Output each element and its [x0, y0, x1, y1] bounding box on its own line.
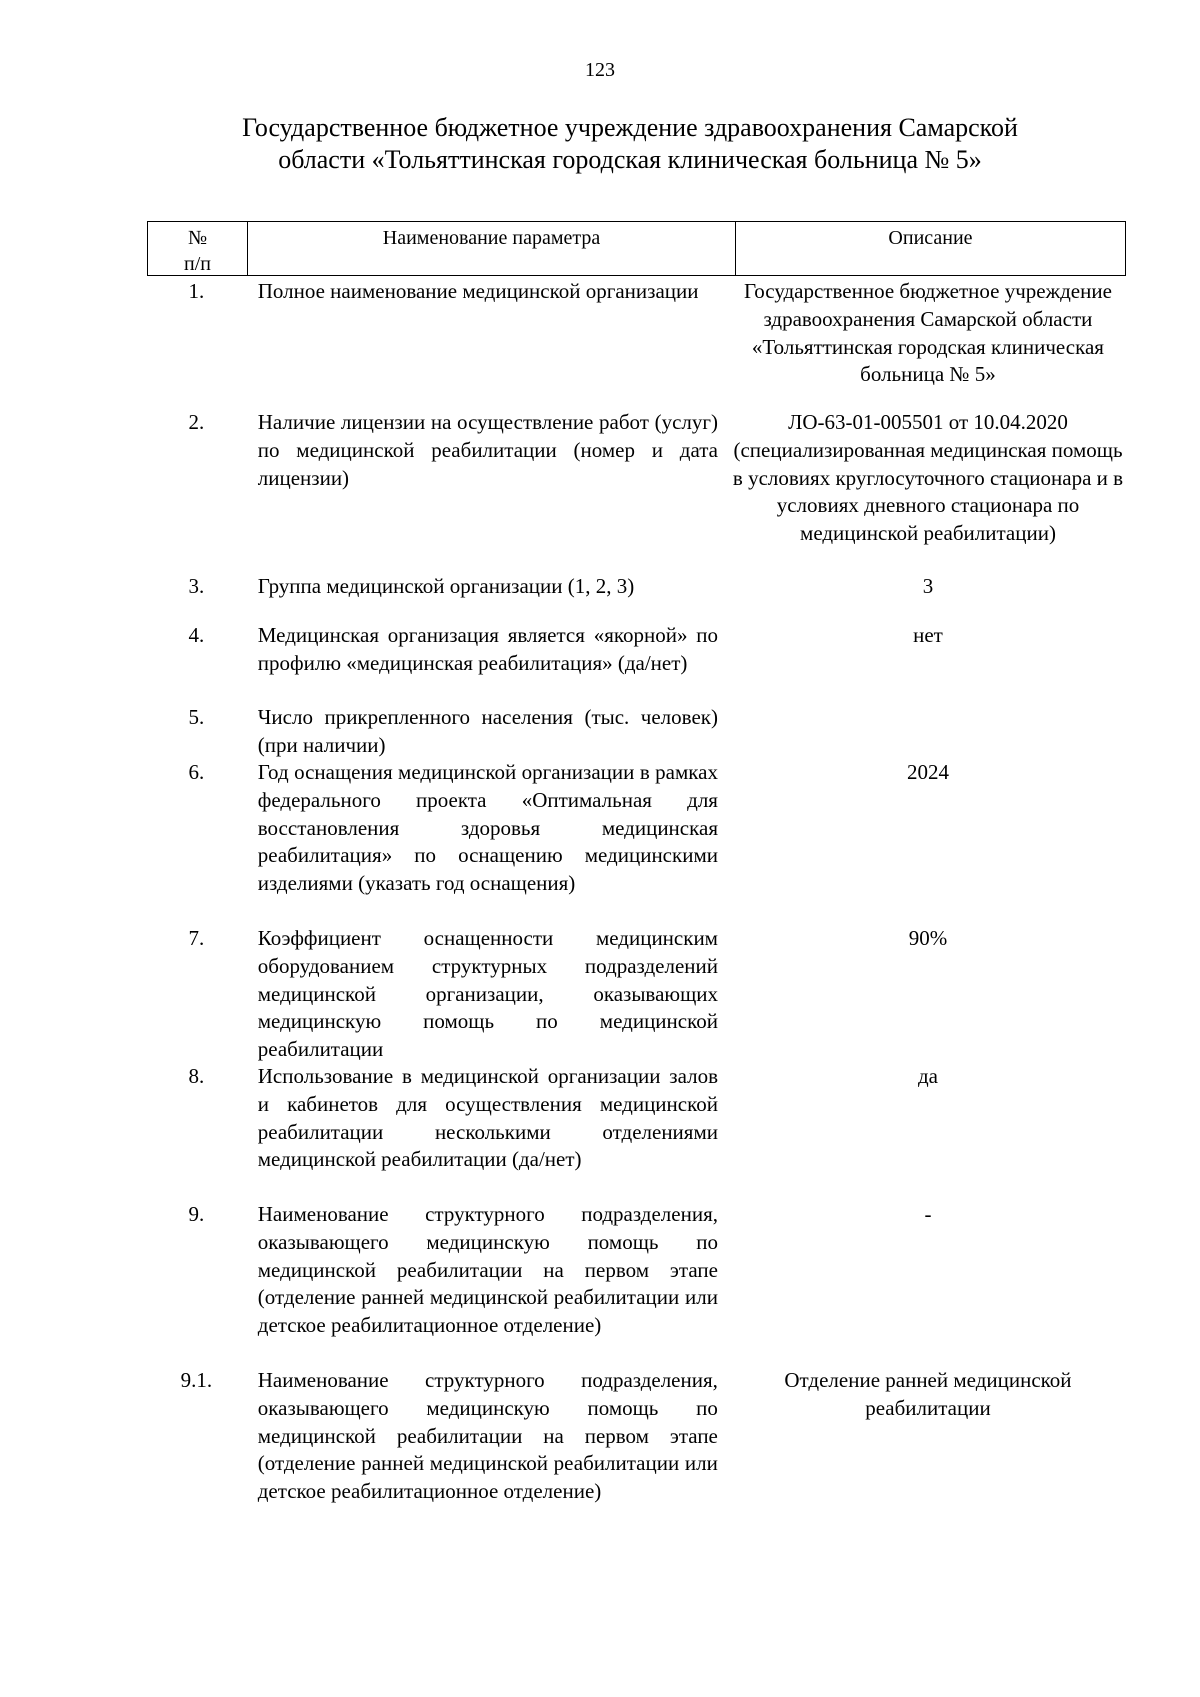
- document-title: [170, 112, 1090, 176]
- row-number: 8.: [188, 1064, 205, 1088]
- row-number: 3.: [188, 574, 205, 598]
- table-row: [147, 1201, 1126, 1367]
- row-parameter: Год оснащения медицинской организации в рамках федерального проекта «Оптимальная для восстановления здоровья медицинская реабилитация» по оснащению медицинскими изделиями (указать год оснащения): [257, 760, 718, 896]
- page-number: 123: [585, 59, 615, 81]
- row-number: 9.1.: [180, 1368, 213, 1392]
- row-number: 5.: [188, 705, 205, 729]
- header-number-symbol: №: [187, 227, 208, 249]
- header-parameter-name: Наименование параметра: [248, 222, 736, 275]
- table-header: [147, 221, 1126, 276]
- row-parameter: Медицинская организация является «якорной» по профилю «медицинская реабилитация» (да/нет): [257, 623, 718, 675]
- row-parameter: Полное наименование медицинской организации: [257, 279, 699, 303]
- row-parameter: Использование в медицинской организации залов и кабинетов для осуществления медицинской реабилитации несколькими отделениями медицинской реабилитации (да/нет): [257, 1064, 718, 1172]
- row-parameter: Группа медицинской организации (1, 2, 3): [257, 574, 635, 598]
- row-number: 7.: [188, 926, 205, 950]
- table-row: [147, 1367, 1126, 1537]
- row-description: да: [917, 1064, 938, 1088]
- row-description: 90%: [908, 926, 948, 950]
- table-row: [147, 622, 1126, 704]
- row-parameter: Наименование структурного подразделения, оказывающего медицинскую помощь по медицинской реабилитации на первом этапе (отделение ранней медицинской реабилитации или детское реабилитационное отделение): [257, 1368, 718, 1504]
- table-row: [147, 278, 1126, 409]
- row-description: Отделение ранней медицинской реабилитации: [784, 1368, 1072, 1420]
- table-body: [147, 278, 1126, 1537]
- table-row: [147, 925, 1126, 1063]
- table-row: [147, 704, 1126, 759]
- table-row: [147, 759, 1126, 925]
- row-number: 2.: [188, 410, 205, 434]
- row-number: 1.: [188, 279, 205, 303]
- row-parameter: Число прикрепленного населения (тыс. человек) (при наличии): [257, 705, 718, 757]
- row-description: [730, 704, 1126, 759]
- header-description: Описание: [888, 227, 973, 249]
- header-number-cell: [148, 222, 248, 275]
- row-description: ЛО-63-01-005501 от 10.04.2020 (специализированная медицинская помощь в условиях круглосуточного стационара и в условиях дневного стационара по медицинской реабилитации): [732, 410, 1124, 546]
- row-number: 9.: [188, 1202, 205, 1226]
- header-number-abbrev: п/п: [184, 253, 211, 275]
- table-row: [147, 409, 1126, 573]
- table-row: [147, 573, 1126, 622]
- row-parameter: Наличие лицензии на осуществление работ (услуг) по медицинской реабилитации (номер и дата лицензии): [257, 410, 718, 490]
- row-parameter: Коэффициент оснащенности медицинским оборудованием структурных подразделений медицинской организации, оказывающих медицинскую помощь по медицинской реабилитации: [257, 926, 718, 1062]
- row-description: нет: [913, 623, 943, 647]
- row-number: 4.: [188, 623, 205, 647]
- document-title-line-2: области «Тольяттинская городская клиническая больница № 5»: [278, 145, 982, 174]
- row-parameter: Наименование структурного подразделения, оказывающего медицинскую помощь по медицинской реабилитации на первом этапе (отделение ранней медицинской реабилитации или детское реабилитационное отделение): [257, 1202, 718, 1338]
- row-description: Государственное бюджетное учреждение здравоохранения Самарской области «Тольяттинская городская клиническая больница № 5»: [743, 279, 1112, 387]
- document-title-line-1: Государственное бюджетное учреждение здравоохранения Самарской: [242, 113, 1018, 142]
- row-description: -: [924, 1202, 932, 1226]
- table-row: [147, 1063, 1126, 1201]
- row-description: 2024: [907, 760, 949, 784]
- row-description: 3: [922, 574, 934, 598]
- row-number: 6.: [188, 760, 205, 784]
